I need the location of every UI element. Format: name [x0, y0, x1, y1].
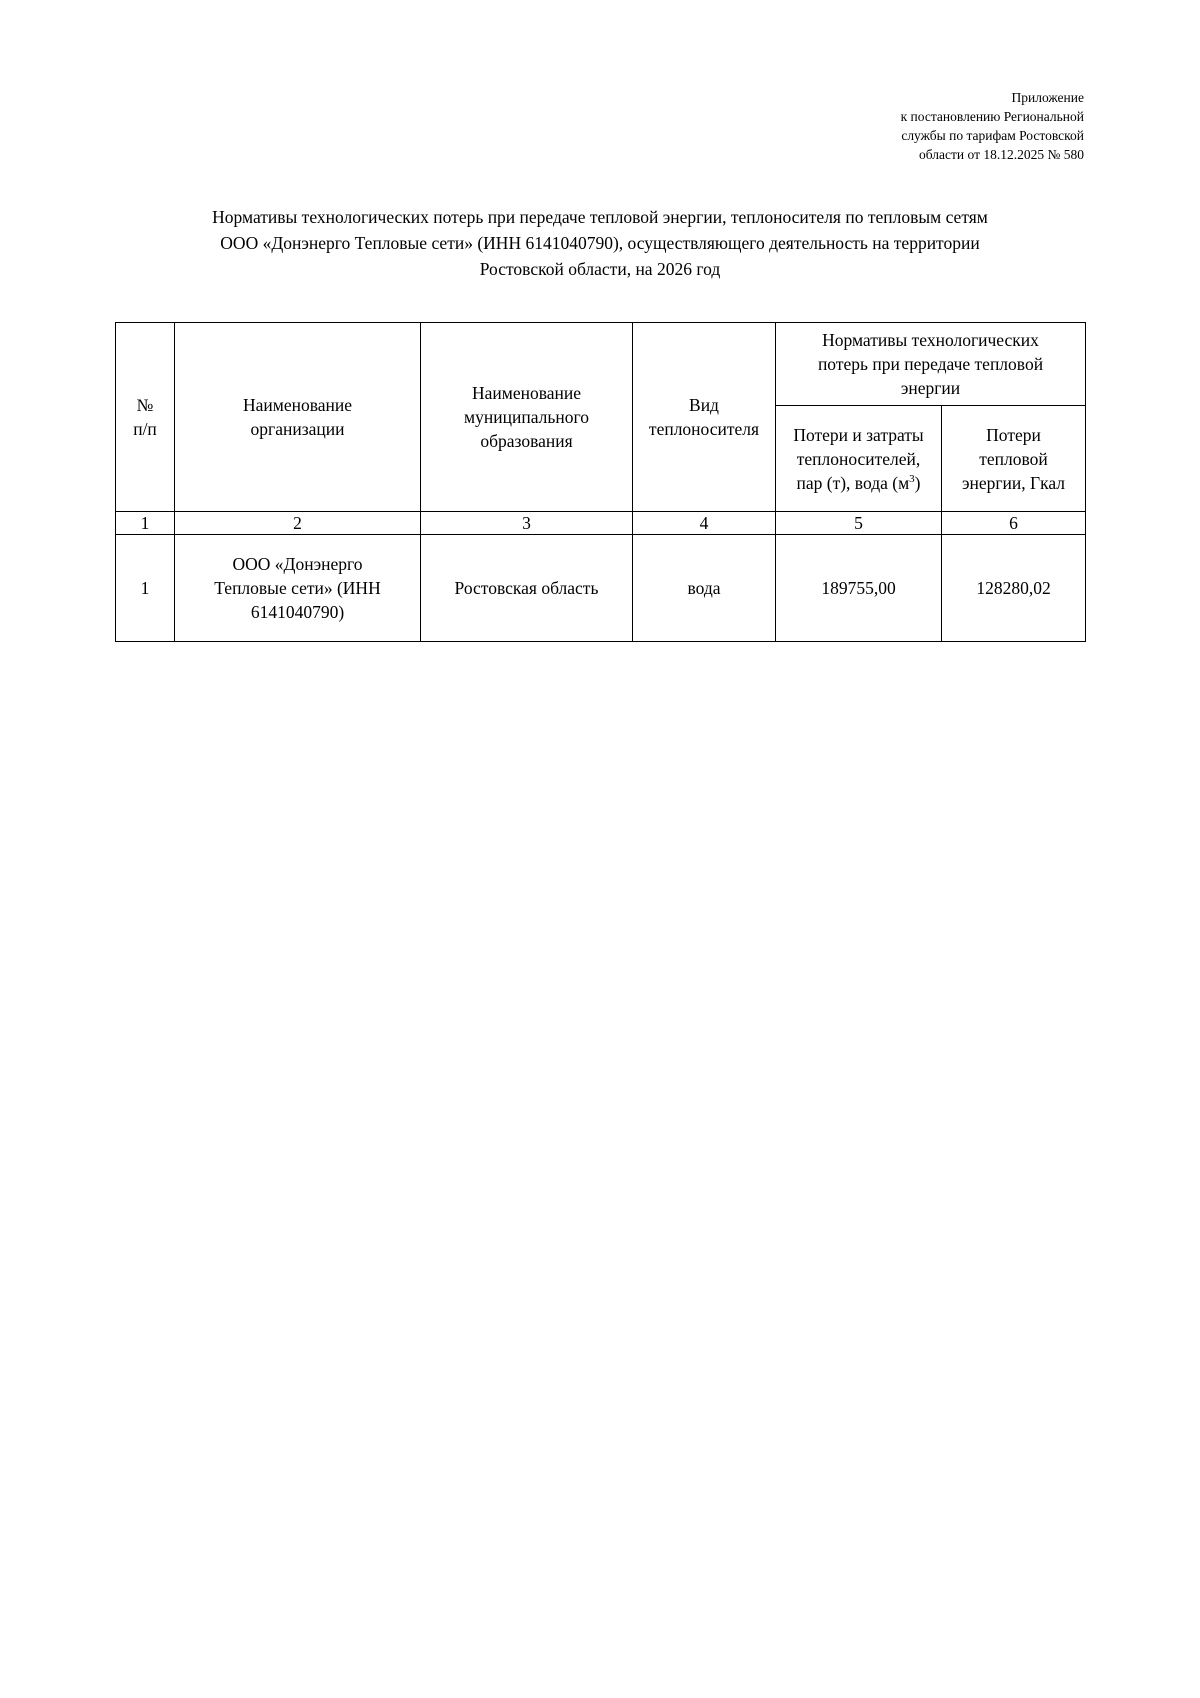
unit-close: ) — [914, 472, 921, 493]
header-municipality-line: образования — [480, 431, 573, 451]
cell-carrier-losses: 189755,00 — [776, 535, 942, 642]
header-heat-losses-line: тепловой — [979, 448, 1048, 469]
column-number: 1 — [116, 512, 175, 535]
appendix-line: службы по тарифам Ростовской — [901, 128, 1084, 143]
header-number-line: п/п — [133, 419, 157, 439]
cell-heat-losses: 128280,02 — [942, 535, 1086, 642]
header-group-line: потерь при передаче тепловой — [817, 354, 1044, 374]
column-number: 6 — [942, 512, 1086, 535]
header-carrier-losses-line — [780, 471, 937, 495]
table-header-row — [116, 323, 1086, 406]
organization-line: ООО «Донэнерго — [232, 554, 363, 574]
cell-municipality: Ростовская область — [421, 535, 633, 642]
header-group-line: Нормативы технологических — [822, 330, 1039, 350]
header-carrier-losses-line: теплоносителей, — [796, 448, 921, 469]
header-municipality-line: муниципального — [464, 407, 589, 427]
table-row — [116, 535, 1086, 642]
header-carrier-line: теплоносителя — [648, 419, 760, 439]
header-carrier-losses — [776, 406, 942, 512]
column-number: 2 — [175, 512, 421, 535]
header-group-line: энергии — [900, 378, 961, 398]
header-municipality — [421, 323, 633, 512]
title-line: Ростовской области, на 2026 год — [479, 259, 721, 279]
cell-carrier: вода — [633, 535, 776, 642]
header-heat-losses — [942, 406, 1086, 512]
unit-superscript: 3 — [909, 472, 915, 485]
header-municipality-line: Наименование — [471, 383, 582, 403]
column-number-row — [116, 512, 1086, 535]
column-number: 4 — [633, 512, 776, 535]
norms-table — [115, 322, 1086, 642]
header-carrier-line: Вид — [689, 395, 719, 415]
header-organization-line: организации — [250, 419, 345, 439]
header-heat-losses-line: энергии, Гкал — [961, 472, 1066, 493]
cell-organization — [175, 535, 421, 642]
organization-line: Тепловые сети» (ИНН — [214, 578, 381, 598]
column-number: 5 — [776, 512, 942, 535]
title-line: ООО «Донэнерго Тепловые сети» (ИНН 6141040790), осуществляющего деятельность на территории — [220, 233, 980, 253]
header-norms-group — [776, 323, 1086, 406]
header-number — [116, 323, 175, 512]
column-number: 3 — [421, 512, 633, 535]
header-number-line: № — [136, 395, 154, 415]
appendix-line: Приложение — [1011, 90, 1084, 105]
title-line: Нормативы технологических потерь при передаче тепловой энергии, теплоносителя по тепловым сетям — [212, 207, 988, 227]
header-organization-line: Наименование — [242, 395, 353, 415]
document-title — [100, 204, 1100, 282]
appendix-line: к постановлению Региональной — [900, 109, 1084, 124]
appendix-line: области от 18.12.2025 № 580 — [919, 147, 1084, 162]
header-carrier-type — [633, 323, 776, 512]
organization-line: 6141040790) — [250, 602, 345, 622]
cell-number: 1 — [116, 535, 175, 642]
unit-text: пар (т), вода (м — [796, 472, 910, 493]
header-organization — [175, 323, 421, 512]
header-carrier-losses-line: Потери и затраты — [793, 424, 924, 445]
appendix-note — [684, 88, 1084, 164]
header-heat-losses-line: Потери — [986, 424, 1041, 445]
